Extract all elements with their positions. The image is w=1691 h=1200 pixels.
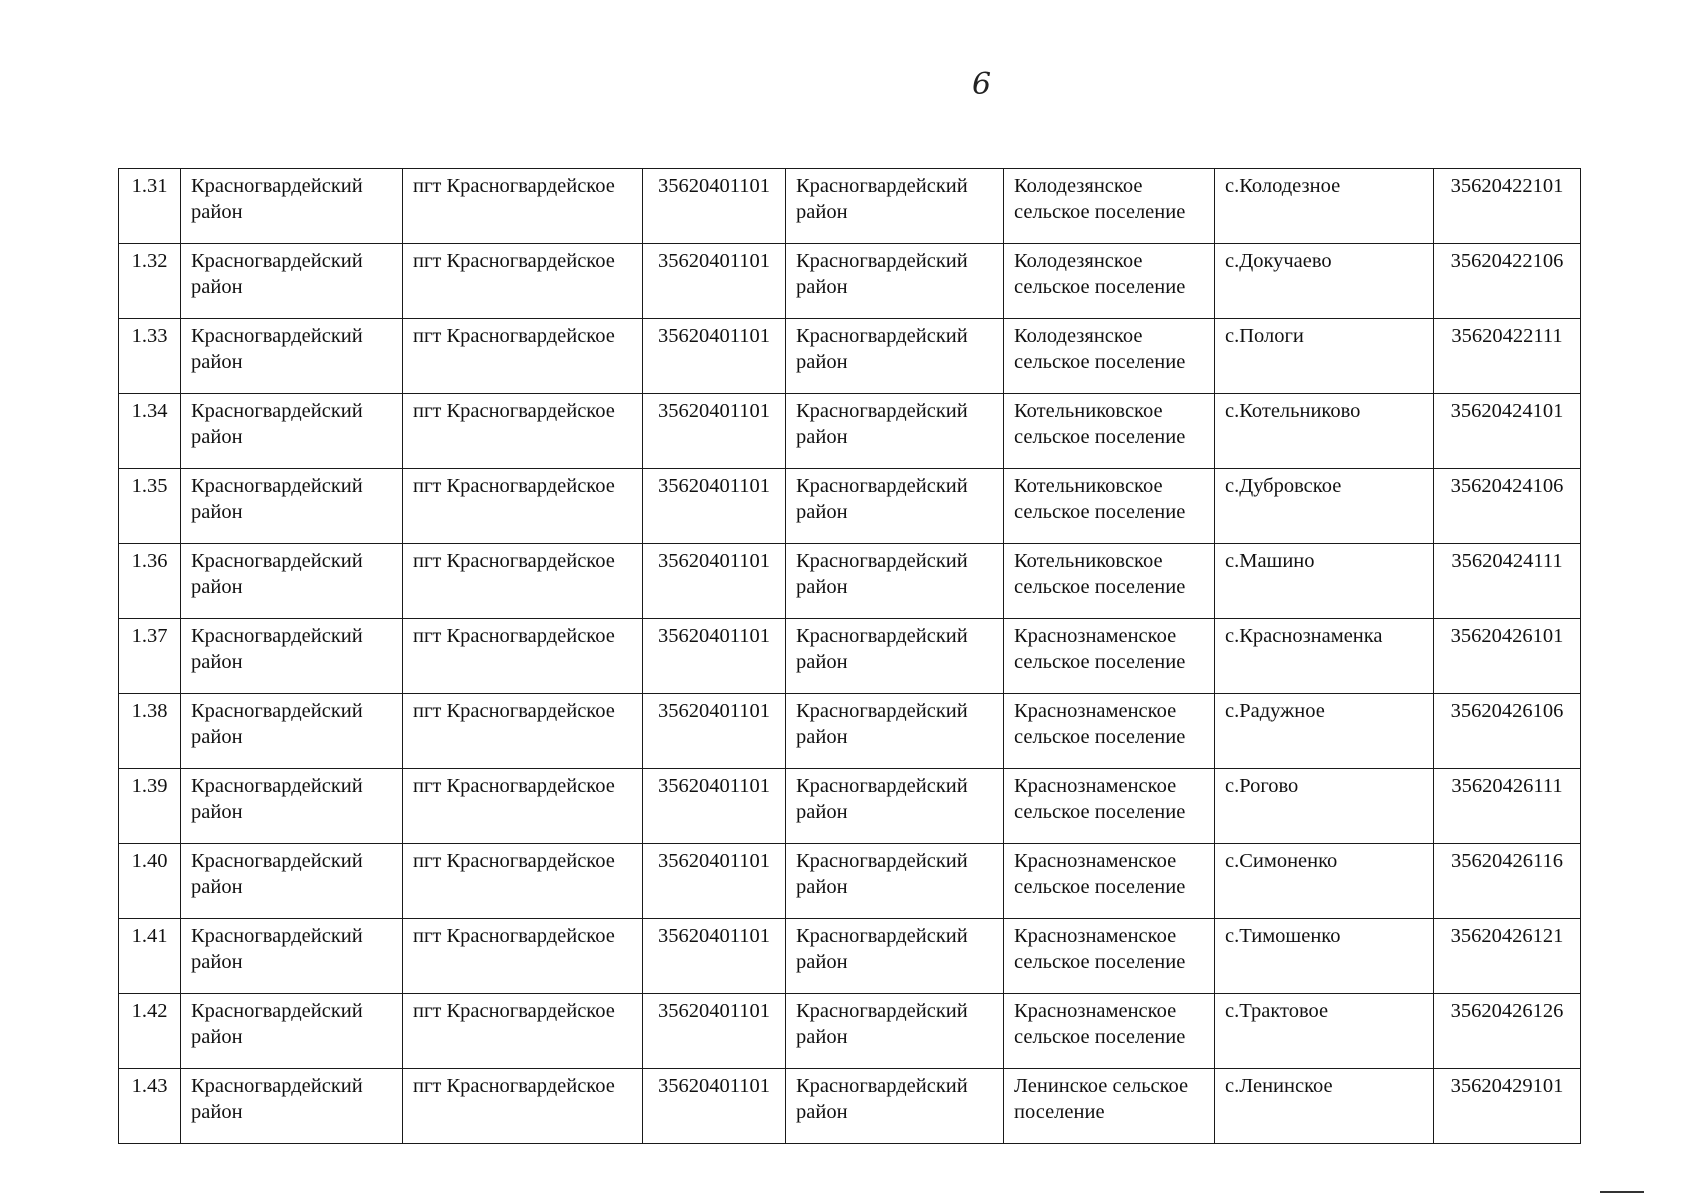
table-row: [119, 544, 1581, 619]
village-cell: с.Трактовое: [1215, 994, 1434, 1069]
settlement-cell: Ленинское сельское поселение: [1004, 1069, 1215, 1144]
district-cell: Красногвардейский район: [181, 394, 403, 469]
district-cell-secondary: Красногвардейский район: [786, 169, 1004, 244]
village-code-cell: 35620426116: [1434, 844, 1581, 919]
table-row: [119, 394, 1581, 469]
settlement-cell: Котельниковское сельское поселение: [1004, 544, 1215, 619]
row-number: 1.41: [119, 919, 181, 994]
settlement-cell: Колодезянское сельское поселение: [1004, 319, 1215, 394]
admin-center-code-cell: 35620401101: [643, 694, 786, 769]
admin-center-code-cell: 35620401101: [643, 469, 786, 544]
admin-center-code-cell: 35620401101: [643, 394, 786, 469]
row-number: 1.39: [119, 769, 181, 844]
row-number: 1.43: [119, 1069, 181, 1144]
district-cell-secondary: Красногвардейский район: [786, 394, 1004, 469]
row-number: 1.42: [119, 994, 181, 1069]
district-cell: Красногвардейский район: [181, 169, 403, 244]
village-cell: с.Радужное: [1215, 694, 1434, 769]
district-cell-secondary: Красногвардейский район: [786, 544, 1004, 619]
district-cell-secondary: Красногвардейский район: [786, 469, 1004, 544]
settlement-cell: Колодезянское сельское поселение: [1004, 244, 1215, 319]
table-row: [119, 244, 1581, 319]
settlement-cell: Краснознаменское сельское поселение: [1004, 994, 1215, 1069]
settlement-cell: Краснознаменское сельское поселение: [1004, 694, 1215, 769]
village-cell: с.Тимошенко: [1215, 919, 1434, 994]
admin-center-code-cell: 35620401101: [643, 544, 786, 619]
village-cell: с.Краснознаменка: [1215, 619, 1434, 694]
admin-center-code-cell: 35620401101: [643, 769, 786, 844]
village-cell: с.Колодезное: [1215, 169, 1434, 244]
village-code-cell: 35620422106: [1434, 244, 1581, 319]
district-cell: Красногвардейский район: [181, 244, 403, 319]
table-row: [119, 169, 1581, 244]
village-code-cell: 35620426121: [1434, 919, 1581, 994]
district-cell: Красногвардейский район: [181, 1069, 403, 1144]
village-cell: с.Симоненко: [1215, 844, 1434, 919]
settlement-cell: Краснознаменское сельское поселение: [1004, 769, 1215, 844]
admin-center-cell: пгт Красногвардейское: [403, 469, 643, 544]
admin-center-code-cell: 35620401101: [643, 319, 786, 394]
admin-center-cell: пгт Красногвардейское: [403, 169, 643, 244]
district-cell: Красногвардейский район: [181, 844, 403, 919]
scan-artifact-line: [1600, 1191, 1644, 1193]
district-cell: Красногвардейский район: [181, 694, 403, 769]
district-cell: Красногвардейский район: [181, 919, 403, 994]
settlement-cell: Котельниковское сельское поселение: [1004, 469, 1215, 544]
table-body: [119, 169, 1581, 1144]
village-code-cell: 35620429101: [1434, 1069, 1581, 1144]
table-row: [119, 994, 1581, 1069]
village-code-cell: 35620424111: [1434, 544, 1581, 619]
admin-center-cell: пгт Красногвардейское: [403, 994, 643, 1069]
district-cell: Красногвардейский район: [181, 319, 403, 394]
admin-center-code-cell: 35620401101: [643, 844, 786, 919]
admin-center-code-cell: 35620401101: [643, 994, 786, 1069]
admin-center-code-cell: 35620401101: [643, 1069, 786, 1144]
village-code-cell: 35620424106: [1434, 469, 1581, 544]
admin-center-code-cell: 35620401101: [643, 919, 786, 994]
table-row: [119, 619, 1581, 694]
district-cell-secondary: Красногвардейский район: [786, 919, 1004, 994]
district-cell-secondary: Красногвардейский район: [786, 694, 1004, 769]
table-row: [119, 694, 1581, 769]
admin-center-cell: пгт Красногвардейское: [403, 919, 643, 994]
district-cell-secondary: Красногвардейский район: [786, 769, 1004, 844]
admin-center-cell: пгт Красногвардейское: [403, 544, 643, 619]
table-row: [119, 469, 1581, 544]
village-cell: с.Котельниково: [1215, 394, 1434, 469]
admin-center-cell: пгт Красногвардейское: [403, 319, 643, 394]
row-number: 1.33: [119, 319, 181, 394]
district-cell-secondary: Красногвардейский район: [786, 244, 1004, 319]
village-code-cell: 35620426126: [1434, 994, 1581, 1069]
village-code-cell: 35620424101: [1434, 394, 1581, 469]
village-code-cell: 35620422101: [1434, 169, 1581, 244]
settlement-cell: Колодезянское сельское поселение: [1004, 169, 1215, 244]
village-cell: с.Пологи: [1215, 319, 1434, 394]
settlement-cell: Краснознаменское сельское поселение: [1004, 919, 1215, 994]
row-number: 1.35: [119, 469, 181, 544]
district-cell-secondary: Красногвардейский район: [786, 319, 1004, 394]
admin-center-code-cell: 35620401101: [643, 244, 786, 319]
district-cell-secondary: Красногвардейский район: [786, 1069, 1004, 1144]
settlement-cell: Краснознаменское сельское поселение: [1004, 844, 1215, 919]
district-cell-secondary: Красногвардейский район: [786, 619, 1004, 694]
table-row: [119, 1069, 1581, 1144]
table-row: [119, 769, 1581, 844]
row-number: 1.38: [119, 694, 181, 769]
district-cell: Красногвардейский район: [181, 994, 403, 1069]
district-cell: Красногвардейский район: [181, 619, 403, 694]
admin-center-cell: пгт Красногвардейское: [403, 769, 643, 844]
admin-center-cell: пгт Красногвардейское: [403, 394, 643, 469]
district-cell: Красногвардейский район: [181, 469, 403, 544]
row-number: 1.36: [119, 544, 181, 619]
row-number: 1.34: [119, 394, 181, 469]
admin-center-cell: пгт Красногвардейское: [403, 844, 643, 919]
district-cell-secondary: Красногвардейский район: [786, 994, 1004, 1069]
village-code-cell: 35620422111: [1434, 319, 1581, 394]
settlements-table: [118, 168, 1581, 1144]
settlement-cell: Краснознаменское сельское поселение: [1004, 619, 1215, 694]
admin-center-cell: пгт Красногвардейское: [403, 244, 643, 319]
district-cell: Красногвардейский район: [181, 769, 403, 844]
admin-center-cell: пгт Красногвардейское: [403, 694, 643, 769]
admin-center-code-cell: 35620401101: [643, 619, 786, 694]
district-cell: Красногвардейский район: [181, 544, 403, 619]
admin-center-cell: пгт Красногвардейское: [403, 619, 643, 694]
table-row: [119, 844, 1581, 919]
village-cell: с.Рогово: [1215, 769, 1434, 844]
settlement-cell: Котельниковское сельское поселение: [1004, 394, 1215, 469]
table-row: [119, 319, 1581, 394]
row-number: 1.40: [119, 844, 181, 919]
admin-center-code-cell: 35620401101: [643, 169, 786, 244]
village-code-cell: 35620426111: [1434, 769, 1581, 844]
village-cell: с.Ленинское: [1215, 1069, 1434, 1144]
page-number: 6: [972, 67, 992, 102]
district-cell-secondary: Красногвардейский район: [786, 844, 1004, 919]
village-cell: с.Машино: [1215, 544, 1434, 619]
village-cell: с.Дубровское: [1215, 469, 1434, 544]
village-cell: с.Докучаево: [1215, 244, 1434, 319]
row-number: 1.32: [119, 244, 181, 319]
row-number: 1.31: [119, 169, 181, 244]
village-code-cell: 35620426101: [1434, 619, 1581, 694]
village-code-cell: 35620426106: [1434, 694, 1581, 769]
row-number: 1.37: [119, 619, 181, 694]
table-row: [119, 919, 1581, 994]
admin-center-cell: пгт Красногвардейское: [403, 1069, 643, 1144]
